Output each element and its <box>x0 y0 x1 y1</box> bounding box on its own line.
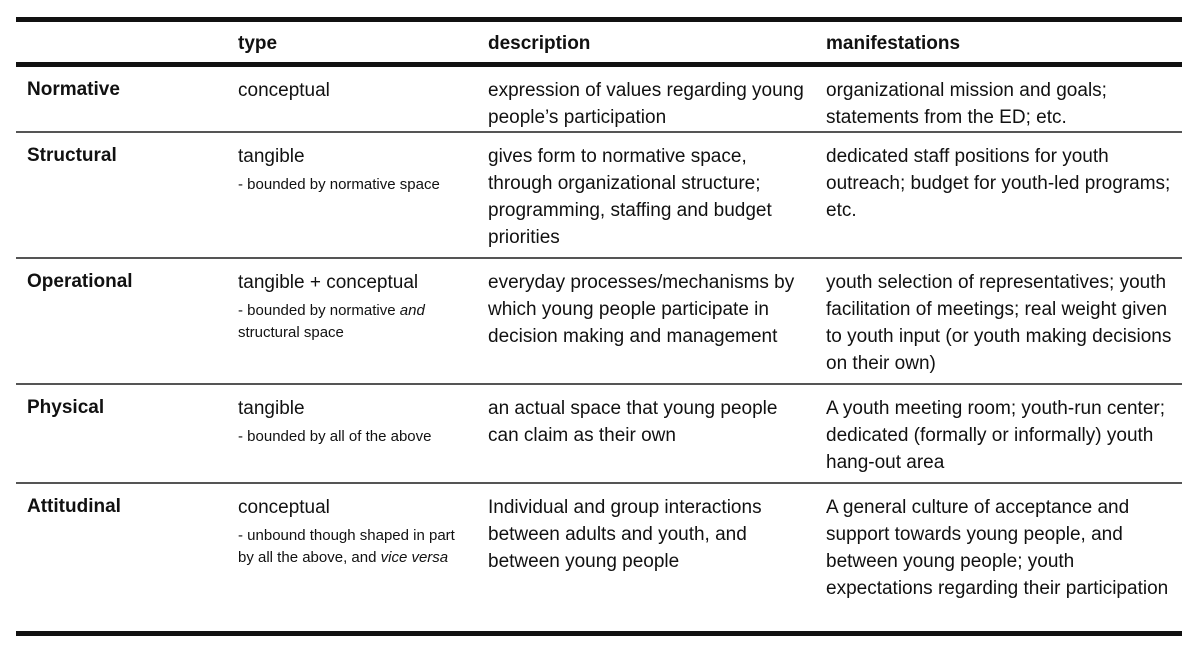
type-note-emphasis: and <box>399 302 425 319</box>
row-name: Physical <box>27 397 105 418</box>
type-note-text: - unbound though shaped in part by all the above, and <box>238 527 455 566</box>
manifestations-cell: A general culture of acceptance and support towards young people, and between young people; youth expectations regarding their participation <box>826 497 1169 599</box>
table-row-structural <box>16 133 1182 257</box>
description-cell: gives form to normative space, through organizational structure; programming, staffing and budget priorities <box>488 146 772 248</box>
type-value: tangible + conceptual <box>238 272 419 293</box>
type-note: - bounded by all of the above <box>238 428 432 445</box>
description-cell: Individual and group interactions between adults and youth, and between young people <box>488 497 762 572</box>
manifestations-cell: A youth meeting room; youth-run center; dedicated (formally or informally) youth hang-out area <box>826 398 1166 473</box>
type-value: conceptual <box>238 80 330 101</box>
table-row-attitudinal <box>16 484 1182 631</box>
type-value: tangible <box>238 146 305 167</box>
table-row-operational <box>16 259 1182 383</box>
type-value: tangible <box>238 398 305 419</box>
description-cell: an actual space that young people can claim as their own <box>488 398 778 446</box>
row-name: Structural <box>27 145 117 166</box>
description-cell: everyday processes/mechanisms by which young people participate in decision making and management <box>488 272 795 347</box>
spaces-table <box>16 17 1182 636</box>
type-note <box>238 525 463 569</box>
bottom-rule <box>16 631 1182 636</box>
type-cell <box>238 494 463 569</box>
type-note <box>238 300 478 344</box>
description-cell: expression of values regarding young people’s participation <box>488 80 804 128</box>
header-type: type <box>238 33 278 54</box>
type-cell <box>238 143 478 196</box>
type-cell <box>238 269 478 344</box>
type-note-text-end: structural space <box>238 324 344 341</box>
type-note-emphasis: vice versa <box>380 549 449 566</box>
row-name: Normative <box>27 79 120 100</box>
manifestations-cell: youth selection of representatives; youth facilitation of meetings; real weight given to youth input (or youth making decisions on their own) <box>826 272 1172 374</box>
header-description: description <box>488 33 591 54</box>
table-row-physical <box>16 385 1182 482</box>
manifestations-cell: organizational mission and goals; statements from the ED; etc. <box>826 80 1107 128</box>
row-name: Operational <box>27 271 133 292</box>
manifestations-cell: dedicated staff positions for youth outreach; budget for youth-led programs; etc. <box>826 146 1171 221</box>
type-value: conceptual <box>238 497 330 518</box>
type-note: - bounded by normative space <box>238 176 440 193</box>
type-cell <box>238 77 478 104</box>
table-header-row <box>16 22 1182 62</box>
type-note-text: - bounded by normative <box>238 302 400 319</box>
table-row-normative <box>16 67 1182 131</box>
row-name: Attitudinal <box>27 496 121 517</box>
type-cell <box>238 395 478 448</box>
header-manifestations: manifestations <box>826 33 961 54</box>
